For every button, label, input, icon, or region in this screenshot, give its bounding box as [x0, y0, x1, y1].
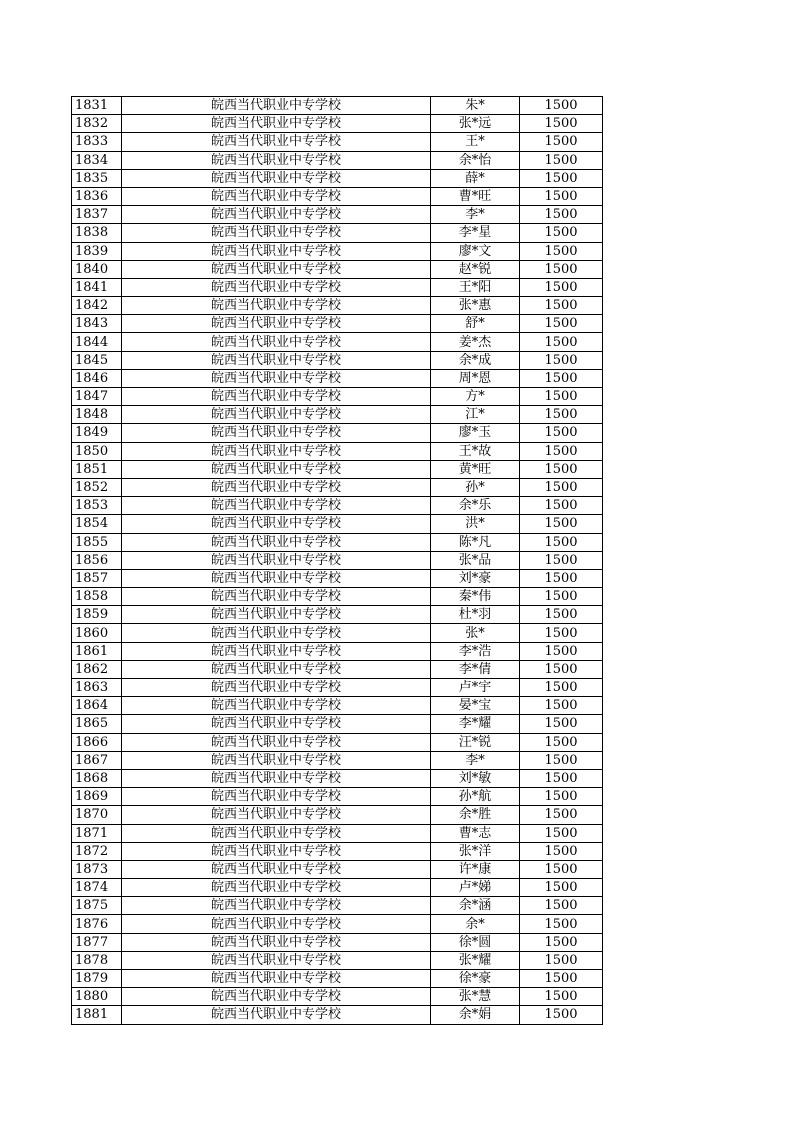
amount-cell: 1500 [520, 860, 603, 878]
amount-cell: 1500 [520, 388, 603, 406]
row-number-cell: 1864 [72, 697, 122, 715]
school-name-cell: 皖西当代职业中专学校 [122, 97, 431, 115]
school-name-cell: 皖西当代职业中专学校 [122, 242, 431, 260]
student-name-cell: 汪*锐 [431, 733, 520, 751]
amount-cell: 1500 [520, 915, 603, 933]
row-number-cell: 1855 [72, 533, 122, 551]
student-name-cell: 秦*伟 [431, 588, 520, 606]
amount-cell: 1500 [520, 806, 603, 824]
table-row [72, 970, 603, 988]
row-number-cell: 1865 [72, 715, 122, 733]
student-name-cell: 朱* [431, 97, 520, 115]
amount-cell: 1500 [520, 151, 603, 169]
row-number-cell: 1875 [72, 897, 122, 915]
school-name-cell: 皖西当代职业中专学校 [122, 206, 431, 224]
row-number-cell: 1881 [72, 1006, 122, 1024]
school-name-cell: 皖西当代职业中专学校 [122, 606, 431, 624]
school-name-cell: 皖西当代职业中专学校 [122, 297, 431, 315]
student-name-cell: 孙* [431, 478, 520, 496]
row-number-cell: 1853 [72, 497, 122, 515]
school-name-cell: 皖西当代职业中专学校 [122, 351, 431, 369]
student-name-cell: 刘*豪 [431, 569, 520, 587]
row-number-cell: 1856 [72, 551, 122, 569]
table-row [72, 951, 603, 969]
student-name-cell: 曹*志 [431, 824, 520, 842]
amount-cell: 1500 [520, 588, 603, 606]
school-name-cell: 皖西当代职业中专学校 [122, 333, 431, 351]
student-name-cell: 周*恩 [431, 369, 520, 387]
student-name-cell: 张*惠 [431, 297, 520, 315]
student-name-cell: 孙*航 [431, 788, 520, 806]
student-name-cell: 赵*锐 [431, 260, 520, 278]
amount-cell: 1500 [520, 660, 603, 678]
table-row [72, 460, 603, 478]
table-row [72, 897, 603, 915]
table-row [72, 642, 603, 660]
table-row [72, 169, 603, 187]
table-row [72, 278, 603, 296]
school-name-cell: 皖西当代职业中专学校 [122, 551, 431, 569]
school-name-cell: 皖西当代职业中专学校 [122, 515, 431, 533]
row-number-cell: 1848 [72, 406, 122, 424]
student-name-cell: 李*倩 [431, 660, 520, 678]
amount-cell: 1500 [520, 842, 603, 860]
school-name-cell: 皖西当代职业中专学校 [122, 460, 431, 478]
school-name-cell: 皖西当代职业中专学校 [122, 624, 431, 642]
table-row [72, 915, 603, 933]
amount-cell: 1500 [520, 715, 603, 733]
student-name-cell: 薛* [431, 169, 520, 187]
student-name-cell: 姜*杰 [431, 333, 520, 351]
amount-cell: 1500 [520, 697, 603, 715]
school-name-cell: 皖西当代职业中专学校 [122, 715, 431, 733]
row-number-cell: 1874 [72, 879, 122, 897]
row-number-cell: 1843 [72, 315, 122, 333]
table-row [72, 497, 603, 515]
school-name-cell: 皖西当代职业中专学校 [122, 224, 431, 242]
student-name-cell: 王*阳 [431, 278, 520, 296]
row-number-cell: 1834 [72, 151, 122, 169]
table-row [72, 369, 603, 387]
table-row [72, 715, 603, 733]
amount-cell: 1500 [520, 224, 603, 242]
table-row [72, 679, 603, 697]
table-row [72, 133, 603, 151]
school-name-cell: 皖西当代职业中专学校 [122, 642, 431, 660]
student-name-cell: 舒* [431, 315, 520, 333]
amount-cell: 1500 [520, 133, 603, 151]
student-name-cell: 江* [431, 406, 520, 424]
student-name-cell: 余* [431, 915, 520, 933]
student-name-cell: 卢*宇 [431, 679, 520, 697]
row-number-cell: 1872 [72, 842, 122, 860]
amount-cell: 1500 [520, 951, 603, 969]
table-row [72, 187, 603, 205]
amount-cell: 1500 [520, 970, 603, 988]
table-row [72, 569, 603, 587]
table-row [72, 315, 603, 333]
row-number-cell: 1859 [72, 606, 122, 624]
school-name-cell: 皖西当代职业中专学校 [122, 388, 431, 406]
row-number-cell: 1835 [72, 169, 122, 187]
roster-table-body [72, 97, 603, 1025]
row-number-cell: 1831 [72, 97, 122, 115]
table-row [72, 988, 603, 1006]
row-number-cell: 1873 [72, 860, 122, 878]
student-name-cell: 张*耀 [431, 951, 520, 969]
amount-cell: 1500 [520, 788, 603, 806]
student-name-cell: 洪* [431, 515, 520, 533]
row-number-cell: 1846 [72, 369, 122, 387]
student-name-cell: 李*星 [431, 224, 520, 242]
school-name-cell: 皖西当代职业中专学校 [122, 879, 431, 897]
student-name-cell: 余*娟 [431, 1006, 520, 1024]
row-number-cell: 1877 [72, 933, 122, 951]
amount-cell: 1500 [520, 497, 603, 515]
table-row [72, 297, 603, 315]
amount-cell: 1500 [520, 679, 603, 697]
row-number-cell: 1854 [72, 515, 122, 533]
amount-cell: 1500 [520, 624, 603, 642]
amount-cell: 1500 [520, 242, 603, 260]
student-name-cell: 杜*羽 [431, 606, 520, 624]
row-number-cell: 1849 [72, 424, 122, 442]
school-name-cell: 皖西当代职业中专学校 [122, 187, 431, 205]
student-name-cell: 张*品 [431, 551, 520, 569]
student-name-cell: 李* [431, 751, 520, 769]
amount-cell: 1500 [520, 988, 603, 1006]
row-number-cell: 1838 [72, 224, 122, 242]
student-name-cell: 李*耀 [431, 715, 520, 733]
student-name-cell: 廖*玉 [431, 424, 520, 442]
amount-cell: 1500 [520, 187, 603, 205]
table-row [72, 697, 603, 715]
student-name-cell: 曹*旺 [431, 187, 520, 205]
student-name-cell: 余*乐 [431, 497, 520, 515]
school-name-cell: 皖西当代职业中专学校 [122, 406, 431, 424]
amount-cell: 1500 [520, 824, 603, 842]
row-number-cell: 1866 [72, 733, 122, 751]
table-row [72, 242, 603, 260]
row-number-cell: 1857 [72, 569, 122, 587]
amount-cell: 1500 [520, 260, 603, 278]
student-name-cell: 徐*圆 [431, 933, 520, 951]
row-number-cell: 1867 [72, 751, 122, 769]
school-name-cell: 皖西当代职业中专学校 [122, 933, 431, 951]
school-name-cell: 皖西当代职业中专学校 [122, 970, 431, 988]
amount-cell: 1500 [520, 933, 603, 951]
table-row [72, 224, 603, 242]
school-name-cell: 皖西当代职业中专学校 [122, 569, 431, 587]
amount-cell: 1500 [520, 606, 603, 624]
school-name-cell: 皖西当代职业中专学校 [122, 497, 431, 515]
row-number-cell: 1852 [72, 478, 122, 496]
table-row [72, 351, 603, 369]
student-name-cell: 廖*文 [431, 242, 520, 260]
school-name-cell: 皖西当代职业中专学校 [122, 278, 431, 296]
student-name-cell: 王*故 [431, 442, 520, 460]
table-row [72, 424, 603, 442]
table-row [72, 860, 603, 878]
amount-cell: 1500 [520, 879, 603, 897]
amount-cell: 1500 [520, 315, 603, 333]
student-name-cell: 陈*凡 [431, 533, 520, 551]
student-name-cell: 张*洋 [431, 842, 520, 860]
table-row [72, 406, 603, 424]
table-row [72, 1006, 603, 1024]
student-name-cell: 张* [431, 624, 520, 642]
school-name-cell: 皖西当代职业中专学校 [122, 133, 431, 151]
amount-cell: 1500 [520, 897, 603, 915]
student-name-cell: 李* [431, 206, 520, 224]
table-row [72, 788, 603, 806]
school-name-cell: 皖西当代职业中专学校 [122, 860, 431, 878]
student-name-cell: 余*胜 [431, 806, 520, 824]
row-number-cell: 1844 [72, 333, 122, 351]
table-row [72, 806, 603, 824]
table-row [72, 478, 603, 496]
row-number-cell: 1862 [72, 660, 122, 678]
row-number-cell: 1840 [72, 260, 122, 278]
school-name-cell: 皖西当代职业中专学校 [122, 915, 431, 933]
table-row [72, 115, 603, 133]
student-name-cell: 张*慧 [431, 988, 520, 1006]
school-name-cell: 皖西当代职业中专学校 [122, 769, 431, 787]
amount-cell: 1500 [520, 460, 603, 478]
amount-cell: 1500 [520, 442, 603, 460]
school-name-cell: 皖西当代职业中专学校 [122, 588, 431, 606]
amount-cell: 1500 [520, 297, 603, 315]
table-row [72, 206, 603, 224]
table-row [72, 333, 603, 351]
row-number-cell: 1879 [72, 970, 122, 988]
student-name-cell: 余*成 [431, 351, 520, 369]
school-name-cell: 皖西当代职业中专学校 [122, 424, 431, 442]
row-number-cell: 1876 [72, 915, 122, 933]
table-row [72, 442, 603, 460]
amount-cell: 1500 [520, 751, 603, 769]
row-number-cell: 1847 [72, 388, 122, 406]
row-number-cell: 1839 [72, 242, 122, 260]
student-name-cell: 刘*敏 [431, 769, 520, 787]
amount-cell: 1500 [520, 515, 603, 533]
amount-cell: 1500 [520, 115, 603, 133]
school-name-cell: 皖西当代职业中专学校 [122, 988, 431, 1006]
school-name-cell: 皖西当代职业中专学校 [122, 169, 431, 187]
amount-cell: 1500 [520, 733, 603, 751]
school-name-cell: 皖西当代职业中专学校 [122, 442, 431, 460]
amount-cell: 1500 [520, 169, 603, 187]
amount-cell: 1500 [520, 278, 603, 296]
school-name-cell: 皖西当代职业中专学校 [122, 897, 431, 915]
student-name-cell: 方* [431, 388, 520, 406]
school-name-cell: 皖西当代职业中专学校 [122, 824, 431, 842]
row-number-cell: 1850 [72, 442, 122, 460]
amount-cell: 1500 [520, 533, 603, 551]
table-row [72, 879, 603, 897]
table-row [72, 606, 603, 624]
amount-cell: 1500 [520, 333, 603, 351]
amount-cell: 1500 [520, 406, 603, 424]
row-number-cell: 1851 [72, 460, 122, 478]
school-name-cell: 皖西当代职业中专学校 [122, 733, 431, 751]
student-name-cell: 王* [431, 133, 520, 151]
school-name-cell: 皖西当代职业中专学校 [122, 1006, 431, 1024]
student-name-cell: 余*涵 [431, 897, 520, 915]
student-name-cell: 卢*娣 [431, 879, 520, 897]
row-number-cell: 1860 [72, 624, 122, 642]
school-name-cell: 皖西当代职业中专学校 [122, 151, 431, 169]
student-name-cell: 张*远 [431, 115, 520, 133]
row-number-cell: 1858 [72, 588, 122, 606]
student-name-cell: 黄*旺 [431, 460, 520, 478]
table-row [72, 842, 603, 860]
row-number-cell: 1841 [72, 278, 122, 296]
school-name-cell: 皖西当代职业中专学校 [122, 315, 431, 333]
school-name-cell: 皖西当代职业中专学校 [122, 788, 431, 806]
table-row [72, 660, 603, 678]
amount-cell: 1500 [520, 1006, 603, 1024]
row-number-cell: 1871 [72, 824, 122, 842]
table-row [72, 769, 603, 787]
table-row [72, 260, 603, 278]
amount-cell: 1500 [520, 97, 603, 115]
table-row [72, 733, 603, 751]
table-row [72, 624, 603, 642]
amount-cell: 1500 [520, 424, 603, 442]
school-name-cell: 皖西当代职业中专学校 [122, 369, 431, 387]
student-name-cell: 晏*宝 [431, 697, 520, 715]
table-row [72, 515, 603, 533]
student-name-cell: 余*怡 [431, 151, 520, 169]
row-number-cell: 1833 [72, 133, 122, 151]
table-row [72, 388, 603, 406]
amount-cell: 1500 [520, 769, 603, 787]
amount-cell: 1500 [520, 369, 603, 387]
school-name-cell: 皖西当代职业中专学校 [122, 679, 431, 697]
school-name-cell: 皖西当代职业中专学校 [122, 806, 431, 824]
student-name-cell: 李*浩 [431, 642, 520, 660]
table-row [72, 824, 603, 842]
school-name-cell: 皖西当代职业中专学校 [122, 260, 431, 278]
amount-cell: 1500 [520, 206, 603, 224]
row-number-cell: 1878 [72, 951, 122, 969]
row-number-cell: 1863 [72, 679, 122, 697]
table-row [72, 97, 603, 115]
school-name-cell: 皖西当代职业中专学校 [122, 751, 431, 769]
row-number-cell: 1845 [72, 351, 122, 369]
amount-cell: 1500 [520, 642, 603, 660]
school-name-cell: 皖西当代职业中专学校 [122, 115, 431, 133]
row-number-cell: 1868 [72, 769, 122, 787]
school-name-cell: 皖西当代职业中专学校 [122, 842, 431, 860]
student-name-cell: 徐*豪 [431, 970, 520, 988]
school-name-cell: 皖西当代职业中专学校 [122, 660, 431, 678]
row-number-cell: 1837 [72, 206, 122, 224]
roster-table [71, 96, 603, 1025]
row-number-cell: 1832 [72, 115, 122, 133]
table-row [72, 588, 603, 606]
school-name-cell: 皖西当代职业中专学校 [122, 697, 431, 715]
table-row [72, 533, 603, 551]
table-row [72, 751, 603, 769]
table-row [72, 933, 603, 951]
table-row [72, 551, 603, 569]
school-name-cell: 皖西当代职业中专学校 [122, 478, 431, 496]
amount-cell: 1500 [520, 551, 603, 569]
row-number-cell: 1880 [72, 988, 122, 1006]
table-row [72, 151, 603, 169]
row-number-cell: 1842 [72, 297, 122, 315]
row-number-cell: 1870 [72, 806, 122, 824]
amount-cell: 1500 [520, 569, 603, 587]
amount-cell: 1500 [520, 351, 603, 369]
row-number-cell: 1861 [72, 642, 122, 660]
row-number-cell: 1869 [72, 788, 122, 806]
school-name-cell: 皖西当代职业中专学校 [122, 951, 431, 969]
amount-cell: 1500 [520, 478, 603, 496]
row-number-cell: 1836 [72, 187, 122, 205]
school-name-cell: 皖西当代职业中专学校 [122, 533, 431, 551]
student-name-cell: 许*康 [431, 860, 520, 878]
